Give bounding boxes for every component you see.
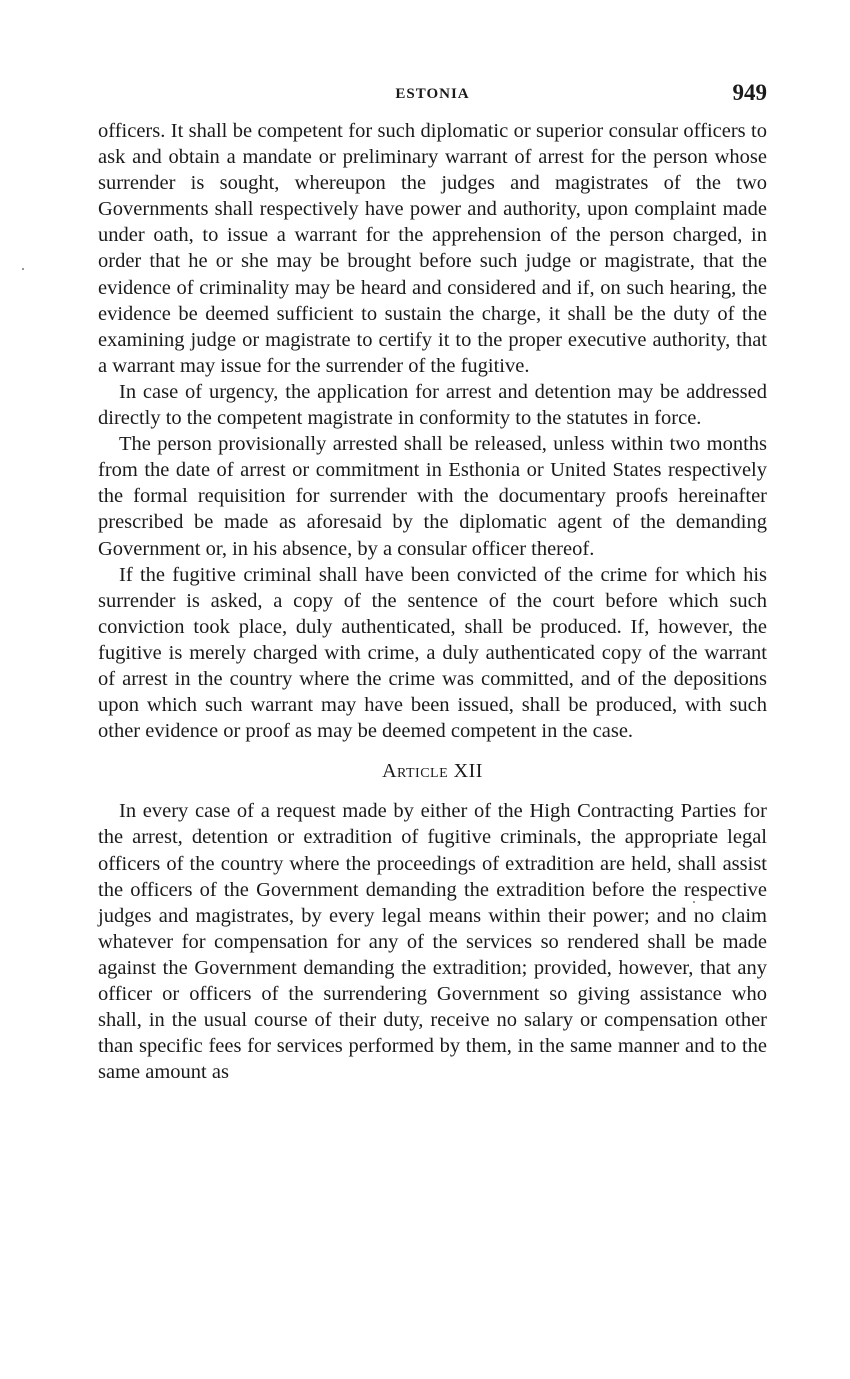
page-number: 949 — [732, 80, 767, 105]
paragraph-conviction-evidence: If the fugitive criminal shall have been convicted of the crime for which his surrender is asked, a copy of the sentence of the court before which such conviction took place, duly authenticated, shall be produced. If, however, the fugitive is merely charged with crime, a duly authenticated copy of the warrant of arrest in the country where the crime was committed, and of the depositions upon which such warrant may have been issued, shall be produced, with such other evidence or proof as may be deemed competent in the case. — [98, 563, 767, 743]
document-page — [98, 78, 767, 1085]
body-text — [98, 118, 767, 1085]
running-head-title: ESTONIA — [395, 86, 470, 102]
paragraph-provisional-arrest: The person provisionally arrested shall be released, unless within two months from the date of arrest or commitment in Esthonia or United States respectively the formal requisition for surrender with the documentary proofs hereinafter prescribed be made as aforesaid by the diplomatic agent of the demanding Government or, in his absence, by a consular officer thereof. — [98, 433, 767, 560]
paragraph-continued: officers. It shall be competent for such diplomatic or superior consular officers to ask and obtain a mandate or preliminary warrant of arrest for the person whose surrender is sought, whereupon the judges and magistrates of the two Governments shall respectively have power and authority, upon complaint made under oath, to issue a warrant for the apprehension of the person charged, in order that he or she may be brought before such judge or magistrate, that the evidence of criminality may be heard and considered and if, on such hearing, the evidence be deemed sufficient to sustain the charge, it shall be the duty of the examining judge or magistrate to certify it to the proper executive authority, that a warrant may issue for the surrender of the fugitive. — [98, 120, 767, 377]
scan-speck — [22, 268, 24, 270]
article-number: XII — [453, 760, 483, 783]
paragraph-article-xii: In every case of a request made by either of the High Contracting Parties for the arrest, detention or extradition of fugitive criminals, the appropriate legal officers of the country where the proceedings of extradition are held, shall assist the officers of the Government demanding the extradition before the respective judges and magistrates, by every legal means within their power; and no claim whatever for compensation for any of the services so rendered shall be made against the Government demanding the extradition; provided, however, that any officer or officers of the surrendering Government so giving assistance who shall, in the usual course of their duty, receive no salary or compensation other than specific fees for services performed by them, in the same manner and to the same amount as — [98, 800, 767, 1084]
article-heading — [98, 758, 767, 784]
running-head — [98, 78, 767, 118]
paragraph-urgency: In case of urgency, the application for arrest and detention may be addressed directly to the competent magistrate in conformity to the statutes in force. — [98, 380, 767, 430]
article-word: Article — [382, 760, 449, 783]
